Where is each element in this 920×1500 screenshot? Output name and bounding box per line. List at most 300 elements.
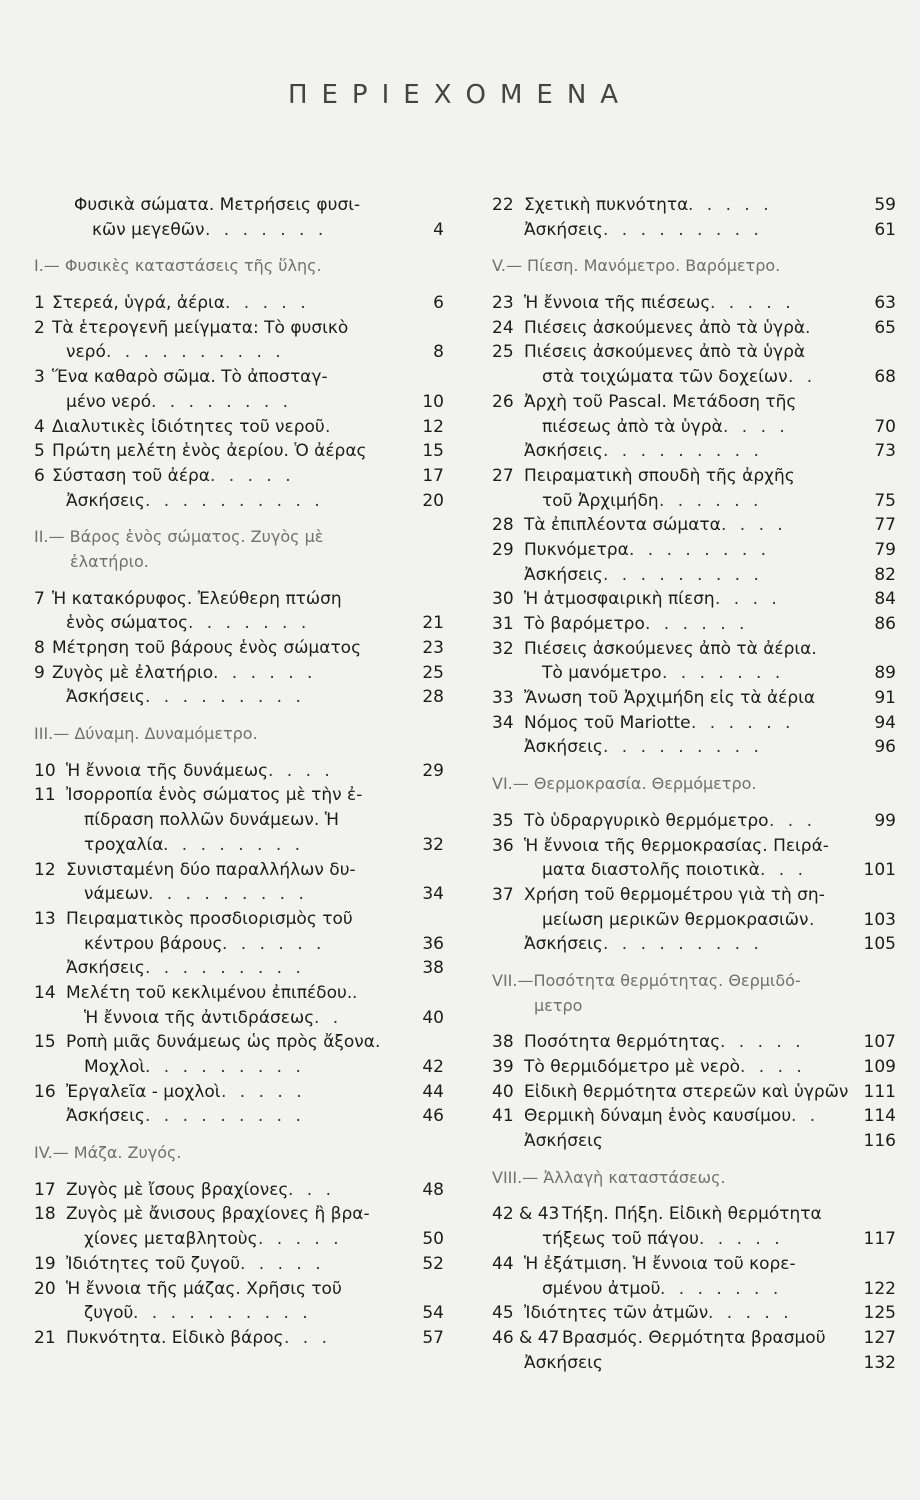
toc-entry xyxy=(34,365,444,390)
entry-title: Ἀσκήσεις xyxy=(524,934,603,955)
toc-entry xyxy=(492,291,896,316)
toc-entry xyxy=(34,1030,444,1055)
toc-entry xyxy=(492,1129,896,1154)
toc-left-column xyxy=(34,193,444,1351)
toc-entry xyxy=(34,1080,444,1105)
toc-entry xyxy=(34,1277,444,1302)
entry-title: Ἐργαλεῖα - μοχλοὶ xyxy=(66,1081,221,1102)
entry-number: 3 xyxy=(34,367,45,388)
entry-number: 20 xyxy=(34,1278,56,1299)
toc-entry xyxy=(492,563,896,588)
leader-dots: . . . . . xyxy=(210,465,295,486)
entry-title: ἑνὸς σώματος xyxy=(66,613,189,634)
entry-title: Διαλυτικὲς ἰδιότητες τοῦ νεροῦ xyxy=(52,416,325,437)
toc-entry xyxy=(34,783,444,808)
entry-title: ζυγοῦ xyxy=(84,1303,134,1324)
entry-title: τροχαλία xyxy=(84,834,164,855)
section-heading-text: VII.—Ποσότητα θερμότητας. Θερμιδό- xyxy=(492,970,801,990)
section-spacer xyxy=(34,747,444,759)
page-number: 48 xyxy=(422,1179,444,1200)
entry-title: στὰ τοιχώματα τῶν δοχείων xyxy=(542,367,788,388)
toc-entry xyxy=(34,316,444,341)
entry-title: Ἰδιότητες τοῦ ζυγοῦ xyxy=(66,1253,241,1274)
toc-entry xyxy=(34,1326,444,1351)
toc-entry xyxy=(492,1055,896,1080)
page-number: 70 xyxy=(874,416,896,437)
toc-entry xyxy=(492,932,896,957)
toc-entry xyxy=(492,1080,896,1105)
leader-dots: . . . . . . . xyxy=(205,219,328,240)
leader-dots: . . . . xyxy=(268,760,334,781)
page-number: 132 xyxy=(863,1352,896,1373)
leader-dots: . . . . xyxy=(723,416,789,437)
page-number: 117 xyxy=(863,1229,896,1250)
page-number: 21 xyxy=(422,613,444,634)
page-number: 89 xyxy=(874,663,896,684)
section-spacer xyxy=(492,279,896,291)
toc-entry xyxy=(492,489,896,514)
leader-dots: . . . . . xyxy=(258,1229,343,1250)
leader-dots: . . . xyxy=(769,810,817,831)
page-number: 29 xyxy=(422,760,444,781)
entry-number: 19 xyxy=(34,1253,56,1274)
page-number: 82 xyxy=(874,564,896,585)
entry-title: Ζυγὸς μὲ ἴσους βραχίονες xyxy=(66,1179,289,1200)
toc-entry xyxy=(34,685,444,710)
entry-number: 33 xyxy=(492,688,514,709)
leader-dots: . . . . . . xyxy=(645,614,749,634)
page-number: 57 xyxy=(422,1327,444,1348)
page-number: 96 xyxy=(874,737,896,758)
page-number: 8 xyxy=(433,342,444,363)
section-heading xyxy=(492,994,896,1019)
section-heading xyxy=(492,254,896,279)
entry-title: Πυκνόμετρα xyxy=(524,539,629,560)
page-number: 105 xyxy=(863,934,896,955)
toc-entry xyxy=(492,1277,896,1302)
entry-title: Ἡ ἔννοια τῆς ἀντιδράσεως xyxy=(84,1007,315,1028)
entry-title: Χρήση τοῦ θερμομέτρου γιὰ τὴ ση- xyxy=(524,884,825,905)
entry-title: Πυκνότητα. Εἰδικὸ βάρος xyxy=(66,1327,284,1348)
leader-dots: . . . . . xyxy=(240,1253,325,1274)
entry-title: νάμεων xyxy=(84,884,149,905)
toc-entry xyxy=(492,834,896,859)
section-spacer xyxy=(34,513,444,525)
entry-title: Μέτρηση τοῦ βάρους ἑνὸς σώματος xyxy=(52,638,362,658)
toc-entry xyxy=(492,1030,896,1055)
toc-entry xyxy=(34,661,444,686)
page-number: 44 xyxy=(422,1081,444,1102)
toc-entry xyxy=(34,956,444,981)
page-number: 46 xyxy=(422,1106,444,1127)
toc-entry xyxy=(34,981,444,1006)
page-number: 75 xyxy=(874,490,896,511)
entry-title: τοῦ Ἀρχιμήδη xyxy=(542,490,659,511)
toc-entry xyxy=(34,1301,444,1326)
page-number: 79 xyxy=(874,539,896,560)
toc-entry xyxy=(492,858,896,883)
entry-number: 31 xyxy=(492,614,514,634)
section-spacer xyxy=(34,1166,444,1178)
entry-title: Ἰσορροπία ἑνὸς σώματος μὲ τὴν ἐ- xyxy=(66,785,363,806)
entry-number: 15 xyxy=(34,1032,56,1053)
toc-entry xyxy=(34,193,444,218)
leader-dots: . . . . . xyxy=(708,1303,793,1324)
entry-number: 17 xyxy=(34,1179,56,1200)
page-number: 68 xyxy=(874,367,896,388)
toc-entry xyxy=(492,735,896,760)
entry-number: 30 xyxy=(492,589,514,610)
toc-entry xyxy=(492,1326,896,1351)
entry-number: 1 xyxy=(34,293,45,314)
entry-title: Ἡ ἀτμοσφαιρικὴ πίεση xyxy=(524,589,715,610)
leader-dots: . . xyxy=(314,1007,343,1028)
leader-dots: . . . . . . . . . xyxy=(603,737,763,758)
entry-title: Ἀσκήσεις xyxy=(524,737,603,758)
entry-title: Ἡ ἐξάτμιση. Ἡ ἔννοια τοῦ κορε- xyxy=(524,1253,796,1274)
section-spacer xyxy=(34,575,444,587)
entry-title: Τὰ ἑτερογενῆ μείγματα: Τὸ φυσικὸ xyxy=(52,317,349,338)
entry-title: Ἡ ἔννοια τῆς μάζας. Χρῆσις τοῦ xyxy=(66,1278,342,1299)
entry-title: Πειραματικὴ σπουδὴ τῆς ἀρχῆς xyxy=(524,465,795,486)
section-heading xyxy=(34,550,444,575)
toc-entry xyxy=(492,1227,896,1252)
section-heading-text: III.— Δύναμη. Δυναμόμετρο. xyxy=(34,724,258,744)
entry-title: Ἀσκήσεις xyxy=(524,441,603,462)
entry-number: 24 xyxy=(492,317,514,338)
page-number: 101 xyxy=(863,860,896,881)
entry-title: Ἄνωση τοῦ Ἀρχιμήδη εἰς τὰ ἀέρια xyxy=(524,688,816,709)
entry-title: Μοχλοὶ xyxy=(84,1057,146,1077)
section-spacer xyxy=(492,797,896,809)
toc-entry xyxy=(34,439,444,464)
entry-number: 25 xyxy=(492,342,514,363)
section-spacer xyxy=(492,760,896,772)
toc-entry xyxy=(492,686,896,711)
toc-entry xyxy=(34,489,444,514)
leader-dots: . . . . . . . xyxy=(662,663,785,684)
entry-title: Ἀσκήσεις xyxy=(66,687,145,708)
entry-title: χίονες μεταβλητοὺς xyxy=(84,1229,258,1250)
entry-title: Ἀσκήσεις xyxy=(66,490,145,511)
section-spacer xyxy=(492,957,896,969)
page-number: 15 xyxy=(422,441,444,462)
section-heading-text: II.— Βάρος ἑνὸς σώματος. Ζυγὸς μὲ xyxy=(34,527,324,547)
leader-dots: . xyxy=(809,909,819,930)
page-number: 125 xyxy=(863,1303,896,1324)
entry-title: Σύσταση τοῦ ἀέρα xyxy=(52,465,211,486)
toc-entry xyxy=(34,340,444,365)
entry-title: Ροπὴ μιᾶς δυνάμεως ὡς πρὸς ἄξονα. xyxy=(66,1032,381,1053)
entry-number: 29 xyxy=(492,539,514,560)
entry-title: Τὸ βαρόμετρο xyxy=(524,614,645,634)
entry-title: Θερμικὴ δύναμη ἑνὸς καυσίμου xyxy=(524,1106,792,1127)
toc-entry xyxy=(34,858,444,883)
toc-entry xyxy=(34,1104,444,1129)
page-number: 25 xyxy=(422,662,444,683)
page-number: 34 xyxy=(422,884,444,905)
toc-entry xyxy=(492,464,896,489)
page-number: 84 xyxy=(874,589,896,610)
entry-title: Πειραματικὸς προσδιορισμὸς τοῦ xyxy=(66,908,353,929)
leader-dots: . . . . . . . . . xyxy=(603,441,763,462)
page-number: 17 xyxy=(422,465,444,486)
entry-number: 40 xyxy=(492,1081,514,1102)
leader-dots: . . . . . . . . xyxy=(629,539,771,560)
toc-entry xyxy=(492,513,896,538)
entry-number: 32 xyxy=(492,638,514,659)
entry-title: Ἡ κατακόρυφος. Ἐλεύθερη πτώση xyxy=(52,588,342,609)
toc-entry xyxy=(492,316,896,341)
entry-number: 12 xyxy=(34,859,56,880)
entry-title: Βρασμός. Θερμότητα βρασμοῦ xyxy=(562,1327,826,1348)
page-title: ΠΕΡΙΕΧΟΜΕΝΑ xyxy=(287,80,633,110)
page-number: 32 xyxy=(422,834,444,855)
entry-title: Συνισταμένη δύο παραλλήλων δυ- xyxy=(66,859,356,880)
section-spacer xyxy=(34,279,444,291)
toc-entry xyxy=(34,1202,444,1227)
leader-dots: . . . . xyxy=(740,1057,806,1077)
entry-number: 4 xyxy=(34,416,45,437)
page-number: 38 xyxy=(422,958,444,979)
toc-entry xyxy=(34,833,444,858)
entry-title: Τὸ μανόμετρο xyxy=(542,663,662,684)
leader-dots: . . . . . xyxy=(688,195,773,215)
entry-title: Πιέσεις ἀσκούμενες ἀπὸ τὰ ὑγρὰ xyxy=(524,317,806,338)
page-number: 23 xyxy=(422,638,444,658)
entry-number: 28 xyxy=(492,515,514,536)
section-heading xyxy=(492,969,896,994)
page-number: 59 xyxy=(874,195,896,215)
toc-entry xyxy=(492,193,896,218)
leader-dots: . . . . . . xyxy=(222,933,326,954)
leader-dots: . . . . . . . . . . xyxy=(106,342,285,363)
entry-title: Ἕνα καθαρὸ σῶμα. Τὸ ἀποσταγ- xyxy=(52,367,328,388)
toc-entry xyxy=(492,587,896,612)
entry-title: Μελέτη τοῦ κεκλιμένου ἐπιπέδου. xyxy=(66,982,353,1003)
page-number: 40 xyxy=(422,1007,444,1028)
entry-number: 21 xyxy=(34,1327,56,1348)
page-number: 77 xyxy=(874,515,896,536)
toc-entry xyxy=(34,932,444,957)
entry-number: 7 xyxy=(34,588,45,609)
entry-title: κέντρου βάρους xyxy=(84,933,223,954)
entry-title: Ζυγὸς μὲ ἄνισους βραχίονες ἢ βρα- xyxy=(66,1204,370,1225)
entry-title: Ἀσκήσεις xyxy=(524,564,603,585)
entry-number: 42 & 43 xyxy=(492,1204,560,1225)
page-number: 103 xyxy=(863,909,896,930)
entry-title: Ἀσκήσεις xyxy=(66,1106,145,1127)
page-number: 107 xyxy=(863,1032,896,1053)
entry-title: σμένου ἀτμοῦ xyxy=(542,1278,661,1299)
toc-entry xyxy=(492,883,896,908)
toc-entry xyxy=(492,218,896,243)
leader-dots: . . . . . xyxy=(221,1081,306,1102)
entry-title: τήξεως τοῦ πάγου xyxy=(542,1229,699,1250)
entry-title: Ἀρχὴ τοῦ Pascal. Μετάδοση τῆς xyxy=(524,391,797,412)
leader-dots: . xyxy=(325,416,335,437)
page-number: 86 xyxy=(874,614,896,634)
entry-number: 6 xyxy=(34,465,45,486)
entry-title: Φυσικὰ σώματα. Μετρήσεις φυσι- xyxy=(74,195,361,215)
leader-dots: . xyxy=(805,317,815,338)
page-number: 116 xyxy=(863,1131,896,1152)
toc-entry xyxy=(34,291,444,316)
toc-entry xyxy=(492,711,896,736)
entry-number: 45 xyxy=(492,1303,514,1324)
entry-number: 23 xyxy=(492,293,514,314)
entry-title: Ζυγὸς μὲ ἐλατήριο xyxy=(52,662,214,683)
section-spacer xyxy=(492,1190,896,1202)
toc-entry xyxy=(492,1351,896,1376)
section-heading xyxy=(34,525,444,550)
page-number: 6 xyxy=(433,293,444,314)
entry-number: 35 xyxy=(492,810,514,831)
section-heading-text: VI.— Θερμοκρασία. Θερμόμετρο. xyxy=(492,774,757,794)
leader-dots: . . . . . . . . . xyxy=(145,1106,305,1127)
entry-title: Σχετικὴ πυκνότητα xyxy=(524,195,689,215)
entry-number: 44 xyxy=(492,1253,514,1274)
leader-dots: . . . . . xyxy=(225,293,310,314)
leader-dots: . . . . xyxy=(721,515,787,536)
page-number: 10 xyxy=(422,391,444,412)
entry-number: 9 xyxy=(34,662,45,683)
entry-number: 26 xyxy=(492,391,514,412)
leader-dots: . . . . . . . . . xyxy=(145,958,305,979)
entry-title: Ἡ ἔννοια τῆς δυνάμεως xyxy=(66,760,269,781)
page-number: 99 xyxy=(874,810,896,831)
page-number: 50 xyxy=(422,1229,444,1250)
leader-dots: . . . . . . . . . xyxy=(603,564,763,585)
toc-entry xyxy=(34,907,444,932)
toc-entry xyxy=(492,365,896,390)
entry-number: 16 xyxy=(34,1081,56,1102)
leader-dots: . xyxy=(352,982,362,1003)
page-number: 54 xyxy=(422,1303,444,1324)
entry-number: 14 xyxy=(34,982,56,1003)
entry-title: Ἡ ἔννοια τῆς θερμοκρασίας. Πειρά- xyxy=(524,835,829,856)
toc-entry xyxy=(34,882,444,907)
leader-dots: . . . . . xyxy=(710,293,795,314)
page-number: 73 xyxy=(874,441,896,462)
entry-number: 22 xyxy=(492,195,514,215)
page-number: 20 xyxy=(422,490,444,511)
section-spacer xyxy=(34,1129,444,1141)
leader-dots: . . . . . . . . . xyxy=(148,884,308,905)
section-heading xyxy=(492,772,896,797)
leader-dots: . . xyxy=(791,1106,820,1127)
entry-number: 11 xyxy=(34,785,56,806)
entry-title: μείωση μερικῶν θερμοκρασιῶν xyxy=(542,909,809,930)
toc-entry xyxy=(492,415,896,440)
page-number: 122 xyxy=(863,1278,896,1299)
toc-entry xyxy=(34,218,444,243)
section-spacer xyxy=(34,242,444,254)
leader-dots: . . . . . . . . xyxy=(151,391,293,412)
toc-entry xyxy=(492,661,896,686)
section-heading-text: ἐλατήριο. xyxy=(70,551,149,571)
entry-title: Ἡ ἔννοια τῆς πιέσεως xyxy=(524,293,711,314)
leader-dots: . . . . . . . . . xyxy=(145,687,305,708)
leader-dots: . . . . xyxy=(715,589,781,610)
entry-title: ματα διαστολῆς ποιοτικὰ xyxy=(542,860,760,881)
entry-number: 36 xyxy=(492,835,514,856)
entry-number: 8 xyxy=(34,638,45,658)
toc-entry xyxy=(34,464,444,489)
toc-entry xyxy=(492,637,896,662)
leader-dots: . . xyxy=(788,367,817,388)
entry-number: 46 & 47 xyxy=(492,1327,560,1348)
page-number: 94 xyxy=(874,712,896,733)
entry-title: Τὸ ὑδραργυρικὸ θερμόμετρο xyxy=(524,810,769,831)
leader-dots: . . . . . . . xyxy=(660,1278,783,1299)
leader-dots: . . . . . . . xyxy=(188,613,311,634)
toc-entry xyxy=(492,1301,896,1326)
entry-title: Ἀσκήσεις xyxy=(524,219,603,240)
toc-entry xyxy=(492,809,896,834)
entry-number: 39 xyxy=(492,1057,514,1077)
page-number: 114 xyxy=(863,1106,896,1127)
toc-entry xyxy=(34,808,444,833)
entry-title: νερό xyxy=(66,342,106,363)
leader-dots: . . . . . . . . . xyxy=(145,1057,305,1077)
leader-dots: . . . . . . xyxy=(213,662,317,683)
entry-title: Ποσότητα θερμότητας xyxy=(524,1032,721,1053)
entry-title: Τήξη. Πήξη. Εἰδικὴ θερμότητα xyxy=(562,1204,822,1225)
entry-title: Πιέσεις ἀσκούμενες ἀπὸ τὰ ὑγρὰ xyxy=(524,342,806,363)
toc-entry xyxy=(34,1055,444,1080)
leader-dots: . . . . . . . . xyxy=(163,834,305,855)
entry-title: πίδραση πολλῶν δυνάμεων. Ἡ xyxy=(84,810,339,831)
section-heading xyxy=(492,1166,896,1191)
entry-number: 13 xyxy=(34,908,56,929)
page-number: 28 xyxy=(422,687,444,708)
toc-entry xyxy=(34,415,444,440)
toc-entry xyxy=(34,636,444,661)
leader-dots: . . . . . . xyxy=(691,712,795,733)
toc-entry xyxy=(34,1006,444,1031)
toc-entry xyxy=(492,439,896,464)
entry-number: 38 xyxy=(492,1032,514,1053)
entry-number: 10 xyxy=(34,760,56,781)
entry-title: Πιέσεις ἀσκούμενες ἀπὸ τὰ ἀέρια. xyxy=(524,638,817,659)
toc-entry xyxy=(492,340,896,365)
leader-dots: . . . . . . . . . xyxy=(603,934,763,955)
page-number: 42 xyxy=(422,1057,444,1077)
entry-number: 41 xyxy=(492,1106,514,1127)
leader-dots: . . . . . . . . . . xyxy=(145,490,324,511)
leader-dots: . . . . . . xyxy=(659,490,763,511)
toc-right-column xyxy=(492,193,896,1375)
entry-title: Ἀσκήσεις xyxy=(66,958,145,979)
page-number: 111 xyxy=(863,1081,896,1102)
leader-dots: . . . . . xyxy=(699,1229,784,1250)
section-spacer xyxy=(34,710,444,722)
section-heading xyxy=(34,1141,444,1166)
page-number: 36 xyxy=(422,933,444,954)
entry-number: 2 xyxy=(34,317,45,338)
toc-entry xyxy=(34,1227,444,1252)
toc-entry xyxy=(492,1202,896,1227)
entry-title: Εἰδικὴ θερμότητα στερεῶν καὶ ὑγρῶν xyxy=(524,1081,849,1102)
leader-dots: . . . . . xyxy=(720,1032,805,1053)
section-spacer xyxy=(492,1018,896,1030)
section-heading-text: V.— Πίεση. Μανόμετρο. Βαρόμετρο. xyxy=(492,256,781,276)
entry-title: Ἀσκήσεις xyxy=(524,1131,603,1152)
entry-title: κῶν μεγεθῶν xyxy=(92,219,205,240)
section-heading xyxy=(34,254,444,279)
page-number: 91 xyxy=(874,688,896,709)
